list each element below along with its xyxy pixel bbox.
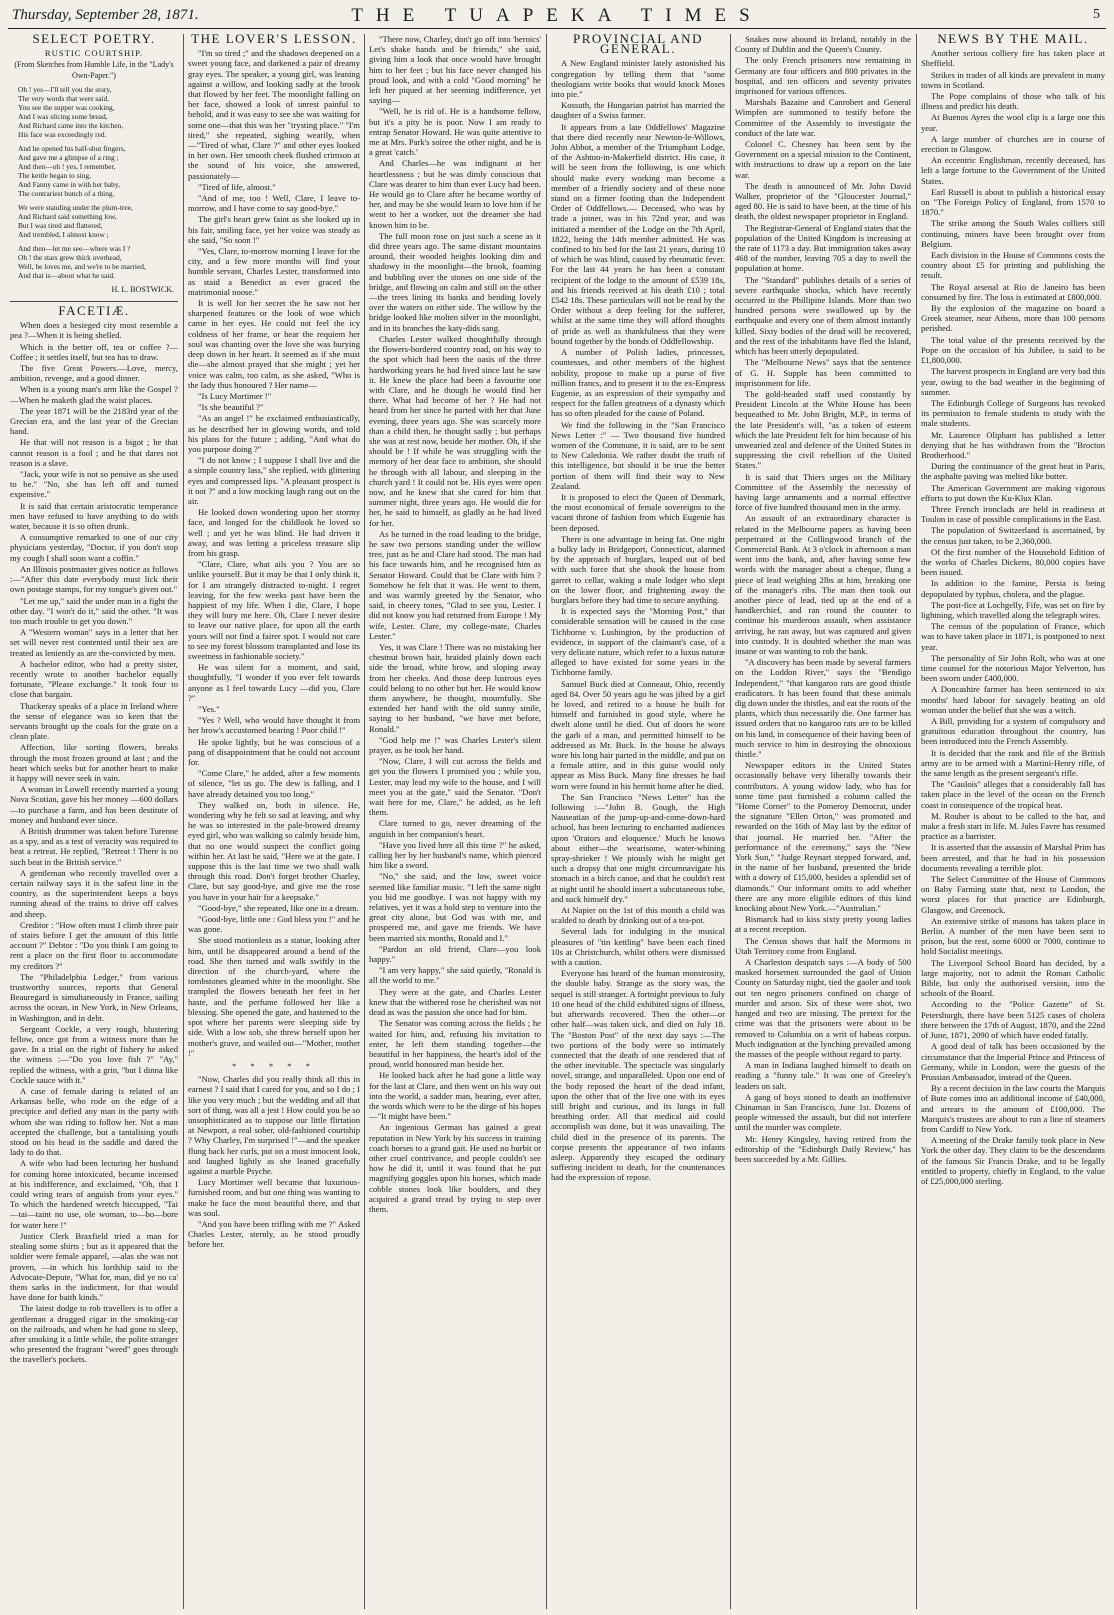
paragraph: It is decided that the rank and file of the British army are to be armed with a Martini-Henry rifle, of the same length as the present sergeant's rifle.: [921, 747, 1105, 779]
paragraph: "Good-bye, little one : God bless you !" and he was gone.: [188, 914, 360, 935]
page-number: 5: [1093, 7, 1100, 22]
paragraph: "Let me up," said the under man in a fight the other day. "I won't do it," said the other. "It was too much trouble to get you down.": [10, 595, 178, 626]
paragraph: It is asserted that the assassin of Marshal Prim has been arrested, and that he had in his possession documents revealing a terrible plot.: [921, 842, 1105, 873]
paragraph: The Senator was coming across the fields ; he waited for him, and, refusing his invitation to enter, he left them standing together—the beautiful in her happiness, the heart's idol of the proud, world honoured man beside her.: [369, 1018, 541, 1070]
paragraph: During the continuance of the great heat in Paris, the asphalte paving was melted like butter.: [921, 461, 1105, 482]
paragraph: Affection, like sorting flowers, breaks through the most frozen ground at last ; and the heart which seeks but for another heart to make it happy will never seek in vain.: [10, 742, 178, 783]
paragraph: The Registrar-General of England states that the population of the United Kingdom is increasing at the rate of 1173 a day. But immigration takes away 468 of the number, leaving 705 a day to swell the population at home.: [735, 222, 911, 274]
paragraph: Yes, it was Clare ! There was no mistaking her chestnut brown hair, braided plainly down each side the broad, white brow, and sloping away from her cheeks. And those deep lustrous eyes could belong to no other but her. He would know them anywhere, he thought, mournfully. She extended her hand with the old sunny smile, saying to her husband, "we have met before, Ronald.": [369, 641, 541, 734]
poem-line: The kettle began to sing,: [18, 170, 91, 180]
paragraph: He looked down wondering upon her stormy face, and longed for the childlook he loved so well ; and yet he was blind. He had driven it away, and was letting a priceless treasure slip from his grasp.: [188, 507, 360, 558]
paragraph: A British drummer was taken before Turenne as a spy, and as a test of veracity was required to beat a retreat. He replied, "Retreat ! There is no such beat in the British service.": [10, 825, 178, 867]
paragraph: "Yes, Clare, to-morrow morning I leave for the city, and a few more months will find your humble servant, Charles Lester, transformed into as staid a Benedict as ever graced the matrimonial noose.": [188, 246, 360, 297]
paragraph: "Now, Clare, I will cut across the fields and get you the flowers I promised you ; while you, Lester, may lead my wife to the house, and I will meet you at the gate," said the Senator. "Don't wait here for me, Clare," he added, as he left them.: [369, 756, 541, 818]
paragraph: He spoke lightly, but he was conscious of a pang of disappointment that he could not account for.: [188, 736, 360, 768]
paragraph: "I'm so tired ;" and the shadows deepened on a sweet young face, and darkened a pair of dreamy gray eyes. The speaker, a young girl, was leaning against a willow, and looking sadly at the brook that flowed by her feet. The moonlight falling on her face, showed a look of unrest painful to behold, and it was easy to see she was waiting for some one—that this was her "trysting place." "I'm tired," she repeated, sighing wearily, when—"Tired of what, Clare ?" and other eyes looked in her own. Her smooth cheek flushed crimson at the sound of his voice, she answered, passionately—: [188, 48, 360, 181]
story-paragraphs: [188, 48, 360, 1058]
paragraph: The Edinburgh College of Surgeons has revoked its permission to female students to study with the male students.: [921, 397, 1105, 429]
paragraph: The death is announced of Mr. John David Walker, proprietor of the "Gloucester Journal," aged 80. He is said to have been, at the time of his death, the oldest newspaper proprietor in England.: [735, 180, 911, 222]
poem-line: And Richard came into the kitchen,: [18, 120, 124, 130]
paragraph: The five Great Powers.—Love, mercy, ambition, revenge, and a good dinner.: [10, 363, 178, 384]
paragraph: The "Gaulois" alleges that a considerably fall has taken place in the level of the ocean on the French coast in consequence of the tropical heat.: [921, 779, 1105, 810]
paragraph: A gang of boys stoned to death an inoffensive Chinaman in San Francisco, June 1st. Dozens of people witnessed the assault, but did not interfere until the murder was complete.: [735, 1091, 911, 1133]
paragraph: By a recent decision in the law courts the Marquis of Bute comes into an additional income of £40,000, and arrears to the amount of £100,000. The Marquis's trustees are about to run a line of steamers from Cardiff to New York.: [921, 1083, 1105, 1134]
paragraph: We find the following in the "San Francisco News Letter :" — Two thousand five hundred women of the Commune, it is said, are to be sent to New Caledonia. We rather doubt the truth of this intelligence, but should it be true the better portion of them will find their way to New Zealand.: [551, 419, 725, 491]
facetiae-items: [10, 320, 178, 1364]
paragraph: The total value of the presents received by the Pope on the occasion of his Jubilee, is said to be £1,800,000.: [921, 334, 1105, 366]
poem-line: Well, he loves me, and we're to be married,: [18, 261, 146, 271]
paragraph: "And you have been trifling with me ?" Asked Charles Lester, sternly, as he stood proudly before her.: [188, 1218, 360, 1250]
paragraph: The girl's heart grew faint as she looked up in his fair, smiling face, yet her voice was steady as she said, "So soon !": [188, 214, 360, 245]
paragraph: Colonel C. Chesney has been sent by the Government on a special mission to the Continent, with instructions to draw up a report on the late war.: [735, 139, 911, 180]
paragraph: At Napier on the 1st of this month a child was scalded to death by drinking out of a tea-pot.: [551, 905, 725, 926]
paragraph: The Select Committee of the House of Commons on Baby Farming state that, next to London, the worst places for that practice are Edinburgh, Glasgow, and Greenock.: [921, 874, 1105, 915]
paragraph: Three French ironclads are held in readiness at Toulon in case of possible complications in the East.: [921, 503, 1105, 525]
paragraph: The year 1871 will be the 2183rd year of the Grecian era, and the last year of the Grecian hand.: [10, 405, 178, 437]
poem-line: And Richard said something low,: [18, 211, 117, 221]
column-rule: [730, 34, 731, 1609]
paragraph: The San Francisco "News Letter" has the following :—"John B. Gough, the High Nauseatian of the jump-up-and-come-down-hard school, has been lecturing to enchanted audiences upon 'Orators and eloquence.' Much he knows about either—the wearisome, water-whining spray-shrieker ! We piously wish he might get such a dropsy that one might circumnavigate his stomach in a birch canoe, and that he couldn't rest at night until he should insert a subcutaneous tube, and suck himself dry.": [551, 791, 725, 904]
poem-line: And Fanny came in with her baby,: [18, 179, 120, 189]
section-heading-news-by-mail: NEWS BY THE MAIL.: [937, 34, 1089, 46]
poem-line: And then—oh ! yes, I remember,: [18, 161, 116, 171]
poem-line: And then—let me see—where was I ?: [18, 243, 131, 253]
paragraph: "And of me, too ! Well, Clare, I leave to-morrow, and I have come to say good-bye.": [188, 193, 360, 214]
paragraph: It is said that certain aristocratic temperance men have refused to have anything to do with water, because it is so often drunk.: [10, 500, 178, 532]
paragraph: "Jack, your wife is not so pensive as she used to be." "No, she has left off and turned expensive.": [10, 469, 178, 500]
paragraph: The harvest prospects in England are very bad this year, owing to the bad weather in the beginning of summer.: [921, 366, 1105, 397]
paragraph: Newspaper editors in the United States occasionally behave very liberally towards their contributors. A young widow lady, who has for some time past furnished a column called the "Home Corner" to the Pomeroy Democrat, under the signature "Ellen Orton," was promoted and rewarded on the 16th of May last by the editor of that journal. He married her. "After the performance of the ceremony," says the "New York Sun," "Judge Reynart stepped forward, and, in the name of her husband, presented the bride with a dowry of £15,000, besides a splendid set of diamonds." Our informant omits to add whether there are any more eligible editors of this kind knocking about New York.—"Australian.": [735, 760, 911, 914]
paragraph: A gentleman who recently travelled over a certain railway says it is the safest line in the country, as the superintendent keeps a boys running ahead of the trains to drive off calves and sheep.: [10, 867, 178, 919]
paragraph: Thackeray speaks of a place in Ireland where the sense of elegance was so keen that the servants brought up the coals for the grate on a clean plate.: [10, 700, 178, 742]
paragraph: The Pope complains of those who talk of his illness and predict his death.: [921, 91, 1105, 112]
paragraph: Lucy Mortimer well became that luxurious-furnished room, and but one thing was wanting to make he face the most beautiful there, and that was soul.: [188, 1177, 360, 1218]
section-heading-facetiae: FACETIÆ.: [58, 303, 130, 319]
column-rule: [364, 34, 365, 1609]
paragraph: They were at the gate, and Charles Lester knew that the withered rose he cherished was not dead as was the passion she once had for him.: [369, 986, 541, 1018]
divider: [10, 301, 178, 302]
newspaper-title: THE TUAPEKA TIMES: [351, 5, 763, 26]
paragraph: An eccentric Englishman, recently deceased, has left a large fortune to the Government of the United States.: [921, 155, 1105, 186]
paragraph: The personality of Sir John Rolt, who was at one time counsel for the notorious Major Yelverton, has been sworn under £400,000.: [921, 652, 1105, 684]
column-news-by-mail: [921, 34, 1105, 1609]
paragraph: She stood motionless as a statue, looking after him, until he disappeared around a bend of the road. She then turned and walk swiftly in the direction of the church-yard, where the tombstones gleamed white in the moonlight. She trampled the flowers beneath her feet in her haste, and the perfume followed her like a blessing. She opened the gate, and hastened to the spot where her parents were sleeping side by side. With a low sob, she threw herself upon her mother's grave, and wailed out—"Mother, mother !": [188, 935, 360, 1058]
poem-line: But I was tired and flattered,: [18, 220, 103, 230]
paragraph: "Yes ? Well, who would have thought it from her brow's accustomed bearing ! Poor child !": [188, 715, 360, 736]
poem-line: And I was slicing some bread,: [18, 111, 108, 121]
paragraph: In addition to the famine, Persia is being depopulated by typhus, cholera, and the plague.: [921, 578, 1105, 599]
paragraph: Strikes in trades of all kinds are prevalent in many towns in Scotland.: [921, 69, 1105, 90]
story-title: THE LOVER'S LESSON.: [191, 34, 357, 46]
paragraph: A man in Indiana laughed himself to death on reading a "funny tale." It was one of Greeley's leaders on salt.: [735, 1060, 911, 1091]
paragraph: "Come Clare," he added, after a few moments of silence, "let us go. The dew is falling, and I have already detained you too long.": [188, 768, 360, 799]
paragraph: Mr. Laurence Oliphant has published a letter denying that he has withdrawn from the "Brocton Brotherhood.": [921, 429, 1105, 460]
paragraph: Charles Lester walked thoughtfully through the flowers-bordered country road, on his way to the spot which had been the oasis of the three hardworking years he had lived since last he saw it. He knew the place had been a favourite one with Clare, and he though he would find her there. What had become of her ? He had not heard from her since he parted with her that June evening, three years ago. She was scarcely more than a child then, he thought sadly ; but perhaps she was at rest now, beside her mother. Oh, if she should be ! If while he was struggling with the memory of her dear face to ambition, she should be through with all labour, and sleeping in the church yard ! It could not be. His eyes were open now, and he knew that she cared for him that summer night, three years ago. He would die for her, he said to himself, as gladly as he had lived for her.: [369, 333, 541, 528]
paragraph: Another serious colliery fire has taken place at Sheffield.: [921, 48, 1105, 69]
paragraph: "Is Lucy Mortimer !": [198, 390, 272, 401]
paragraph: "I am very happy," she said quietly, "Ronald is all the world to me.": [369, 965, 541, 986]
paragraph: "A discovery has been made by several farmers on the Loddon River," says the "Bendigo Independent," "that kangaroo rats are good thistle eradicators. It has been found that these animals dig down under the thistles, and eat the roots of the plants, which thus necessarily die. One farmer has issued orders that no kangaroo rats are to be killed on his land, in consequence of their having been of much service to him in destroying the obnoxious thistle.": [735, 657, 911, 760]
poem-source: (From Sketches from Humble Life, in the "Lady's Own-Paper."): [14, 60, 174, 80]
paragraph: The only French prisoners now remaining in Germany are four officers and 800 privates in the hospital, and ten officers and seventy privates imprisoned for various offences.: [735, 55, 911, 97]
paragraph: A good deal of talk has been occasioned by the circumstance that the Imperial Prince and Princess of Germany, while in London, were the guests of the Prussian Ambassador, instead of the Queen.: [921, 1041, 1105, 1082]
paragraph: It is expected says the "Morning Post," that considerable sensation will be caused in the case Tichborne v. Lushington, by the production of evidence, in support of the claimant's case, of a very delicate nature, which refer to a luxus naturæ alleged to have existed for some years in the Tichborne family.: [551, 606, 725, 678]
paragraph: Bismarck had to kiss sixty pretty young ladies at a recent reception.: [735, 914, 911, 935]
provincial-items: [551, 58, 725, 1182]
paragraph: An assault of an extraordinary character is related in the Melbourne papers as having been perpetrated at the Collingwood branch of the Commercial Bank. At 3 o'clock in afternoon a man went into the bank, and, after having some few words with the manager about a cheque, flung a piece of lead weighing 2lbs at him, breaking one of the manager's ribs. The man then took out another piece of lead, tied up at the end of a handkerchief, and ran round the counter to continue his murderous assault, when assistance arriving, he ran away, but was captured and given into custody. It is doubted whether the man was insane or was wanting to rob the bank.: [735, 513, 911, 656]
paragraph: "Clare, Clare, what ails you ? You are so unlike yourself. But it may be that I only think it, for I am strangely distracted to-night. I regret leaving, for the few weeks past have been the happiest of my life. When I die, Clare, I hope they will bury me here. Oh, Clare I never desire to leave our native place, for upon all the earth yours will not find a fairer spot. I would not care to see my forest blossom transplanted and lose its sweetness in fashionable society.": [188, 559, 360, 661]
paragraph: "No," she said, and the low, sweet voice seemed like familiar music. "I left the same night you bid me goodbye. I was not happy with my relatives, yet it was a bold step to venture into the great city alone, but God was with me, and prospered me, and gave me friends. We have been married six months, Ronald and I.": [369, 871, 541, 943]
paragraph: The population of Switzerland is ascertained, by the census just taken, to be 2,360,000.: [921, 525, 1105, 546]
paragraph: "Yes.": [198, 704, 220, 714]
news-items: [735, 34, 911, 1164]
paragraph: A bachelor editor, who had a pretty sister, recently wrote to another bachelor equally fortunate, "Please exchange." It took four to close that bargain.: [10, 658, 178, 700]
paragraph: The census of the population of France, which was to have taken place in 1871, is postponed to next year.: [921, 621, 1105, 652]
paragraph: "Have you lived here all this time ?" he asked, calling her by her husband's name, which pierced him like a sword.: [369, 839, 541, 871]
paragraph: They walked on, both in silence. He, wondering why he felt so sad at leaving, and why he was so interested in the pale-browed dreamy eyed girl, who was walking so calmly beside him, that no one would suspect the conflict going within her. At last he said, "Here we at the gate. I suppose this is the last time we two shall walk through this road. Don't forget brother Charley, Clare, but say good-bye, and give me the rose you have in your hair for a keepsake.": [188, 799, 360, 902]
paragraph: An ingenious German has gained a great reputation in New York by his success in training coach horses to a grand gait. He used no burbit or other cruel contrivance, and people couldn't see how he did it, until it was found that he put magnifying goggles upon his horses, which made cobble stones look like boulders, and they acquired a grand tread by trying to step over them.: [369, 1122, 541, 1214]
paragraph: Marshals Bazaine and Canrobert and General Wimpfen are summoned to testify before the Committee of the Assembly to investigate the conduct of the late war.: [735, 97, 911, 138]
column-story-continued: [369, 34, 541, 1609]
column-poetry-facetiae: [10, 34, 178, 1609]
column-rule: [916, 34, 917, 1609]
poem-line: We were standing under the plum-tree,: [18, 202, 133, 212]
paragraph: The "Philadelphia Ledger," from various trustworthy sources, reports that General Beauregard is simultaneously in France, sailing across the ocean, in New York, in New Orleans, in Washington, and in debt.: [10, 971, 178, 1023]
paragraph: Snakes now abound in Ireland, notably in the County of Dublin and the Queen's County.: [735, 34, 911, 55]
poem-line: The contrariest bunch of a thing.: [18, 188, 115, 198]
story-continued-paragraphs: [369, 34, 541, 1214]
paragraph: Everyone has heard of the human monstrosity, the double baby. Strange as the story was, the sequel is still stranger. A fortnight previous to July 10 one head of the child exhibited signs of illness, but afterwards recovered. Then the other—or other half—was taken sick, and died on July 18. The "Boston Post" of the next day says :—The two portions of the body were so intimately connected that the death of one rendered that of the other inevitable. The spectacle was singularly novel, strange, and unparalleled. Upon one end of the body reposed the heart of the dead infant, upon the other that of the live one with its eyes still bright and curious, and its lungs in full breathing order. All that medical aid could accomplish was done, but it was unavailing. The child died in the presence of its parents. The corpse presents the appearance of two infants asleep. Apparently they escaped the ordinary suffering incident to death, for the countenances had the expression of repose.: [551, 968, 725, 1183]
paragraph: He looked back after he had gone a little way for the last at Clare, and then went on his way out into the world, a sadder man, bearing, ever after, the words which were to be the dirge of his hopes—"It might have been.": [369, 1070, 541, 1122]
paragraph: When is a young man's arm like the Gospel ?—When he maketh glad the waist places.: [10, 384, 178, 405]
paragraph: Earl Russell is about to publish a historical essay on "The Foreign Policy of England, from 1570 to 1870.": [921, 186, 1105, 218]
paragraph: A large number of churches are in course of erection in Glasgow.: [921, 133, 1105, 155]
poem-line: His face was exceedingly red.: [18, 129, 107, 139]
paragraph: As he turned in the road leading to the bridge, he saw two persons standing under the willow tree, just as he and Clare had stood. The man had his face towards him, and he recognised him as Senator Howard. Could that be Clare with him ? Somehow he felt that it was. He went to them, and was warmly greeted by the Senator, who said, in cheery tones, "Glad to see you, Lester. I did not know you had returned from Europe ! My wife, Lester. Clare, my college-mate, Charles Lester.": [369, 528, 541, 641]
column-news-items: [735, 34, 911, 1609]
paragraph: Sergeant Cockle, a very rough, blustering fellow, once got from a witness more than he gave. In a trial on the right of fishery he asked the witness :—"Do you love fish ?" "Ay," replied the witness, with a grin, "but I dinna like Cockle sauce with it.": [10, 1023, 178, 1085]
paragraph: Creditor : "How often must I climb three pair of stairs before I get the amount of this little account ?" Debtor : "Do you think I am going to rent a place on the first floor to accommodate my creditors ?": [10, 919, 178, 971]
paragraph: It is well for her secret the he saw not her sharpened features or the look of woe which came in her eyes. He could not feel the icy coldness of her frame, or hear the requiem her soul was chanting over the love she was burying deep down in her heart. It seemed as if she must die—she almost prayed that she might ; yet her voice was calm, too calm, as she asked, "Who is the lady thus honoured ? Her name—: [188, 298, 360, 390]
column-provincial-general: [551, 34, 725, 1609]
paragraph: The "Melbourne News" says that the sentence of G. H. Supple has been committed to imprisonment for life.: [735, 357, 911, 388]
section-stars: * * * * *: [231, 1060, 317, 1071]
paragraph: And Charles—he was indignant at her heartlessness ; but he was dimly conscious that Clare was dearer to him than ever Lucy had been. He would go to Clare after he became worthy of her, and may be she would learn to love him if he went to her a worker, not the dreamer she had known him to be.: [369, 158, 541, 230]
poem-line: You see the supper was cooking,: [18, 102, 115, 112]
paragraph: An Illinois postmaster gives notice as follows :—"After this date everybody must lick their own postage stamps, for my tongue's given out.": [10, 563, 178, 595]
paragraph: An extensive strike of masons has taken place in Berlin. A number of the men have been sent to prison, but the rest, some 6000 or 7000, continue to hold Socialist meetings.: [921, 915, 1105, 957]
paragraph: Clare turned to go, never dreaming of the anguish in her companion's heart.: [369, 818, 541, 839]
paragraph: It is proposed to elect the Queen of Denmark, the most economical of female sovereigns to the vacant throne of fashion from which Eugenie has been deposed.: [551, 491, 725, 533]
paragraph: It is said that Thiers urges on the Military Committee of the Assembly the necessity of having large armaments and a normal effective force of five hundred thousand men in the army.: [735, 471, 911, 513]
poem-line: And gave me a glimpse of a ring ;: [18, 152, 119, 162]
paragraph: The Liverpool School Board has decided, by a large majority, not to admit the Roman Catholic Bible, but only the authorised version, into the schools of the Board.: [921, 957, 1105, 999]
masthead: [8, 2, 1106, 29]
section-heading-select-poetry: SELECT POETRY.: [32, 34, 156, 46]
paragraph: "Tired of life, almost.": [198, 181, 276, 192]
paragraph: "As an angel !" he exclaimed enthusiastically, as he described her in glowing words, and told his plans for the future ; adding, "And what do you purpose doing ?": [188, 413, 360, 454]
paragraph: By the explosion of the magazine on board a Greek steamer, near Athens, more than 100 persons perished.: [921, 303, 1105, 334]
paragraph: The "Standard" publishes details of a series of severe earthquake shocks, which have recently occurred in the Phillipine Islands. More than two hundred persons were swallowed up by the earthquake and every one of them almost instantly killed. Sixty bodies of the dead will be recovered, and the rest of the inhabitants have fled the Island, which has been utterly depopulated.: [735, 274, 911, 357]
paragraph: The strike among the South Wales colliers still continuing, miners have been brought over from Belgium.: [921, 218, 1105, 249]
paragraph: Of the first number of the Household Edition of the works of Charles Dickens, 80,000 copies have been issued.: [921, 546, 1105, 578]
paragraph: A "Western woman" says in a letter that her set will never rest contented until their sex are treated as leniently as are the-convicted by men.: [10, 627, 178, 658]
poem-line: Oh ! the stars grew thick overhead,: [18, 252, 122, 262]
paragraph: A New England minister lately astonished his congregation by telling them that "some theologians write books that would knock Moses into pie.": [551, 58, 725, 100]
poem-line: Oh ! yes—I'll tell you the story,: [18, 84, 112, 94]
poem-body: [18, 85, 178, 280]
paragraph: Which is the better off, tea or coffee ?—Coffee ; it settles itself, but tea has to draw.: [10, 341, 178, 362]
paragraph: The Census shows that half the Mormons in Utah Territory come from England.: [735, 935, 911, 956]
paragraph: The post-fice at Lochgelly, Fife, was set on fire by lightning, which travelled along the telegraph wires.: [921, 599, 1105, 620]
paragraph: According to the "Police Gazette" of St. Petersburgh, there have been 5125 cases of cholera there between the 17th of August, 1870, and the 22nd of June, 1871, 2090 of which have ended fatally.: [921, 999, 1105, 1041]
poem-line: And trembled, I almost know ;: [18, 229, 109, 239]
column-rule: [183, 34, 184, 1609]
poem-author: H. L. BOSTWICK.: [111, 284, 174, 294]
paragraph: The latest dodge to rob travellers is to offer a gentleman a drugged cigar in the smoking-car on the railroads, and when he had gone to sleep, after smoking it a little while, the polite stranger who presented the fragrant "weed" goes through the traveller's pockets.: [10, 1303, 178, 1365]
paragraph: A case of female daring is related of an Arkansas belle, who rode on the edge of a precipice and defied any man in the party with whom she was riding to follow her. Not a man accepted the challenge, but a tantalising youth stood on his head in the saddle and dared the lady to do that.: [10, 1086, 178, 1158]
paragraph: "There now, Charley, don't go off into 'heroics' Let's shake hands and be friends," she said, giving him a look that once would have brought him to her feet ; but his face never changed his proud look, and with a cold "Good morning" he left her piqued at her seeming indifference, yet saying—: [369, 34, 541, 106]
paragraph: When does a besieged city most resemble a pea ?—When it is being shelled.: [10, 320, 178, 341]
paragraph: There is one advantage in being fat. One night a bulky lady in Bridgeport, Connecticut, alarmed by the approach of burglars, leaped out of bed with such force that she shook the house from garret to cellar, waking a male lodger who slept on the lower floor, and frightening away the burglars before they had time to secure anything.: [551, 533, 725, 605]
paragraph: A Charleston despatch says :—A body of 500 masked horsemen surrounded the gaol of Union County on Saturday night, tied the gaoler and took out ten negro prisoners confined on charge of murder and arson. Six of these were shot, two hanged and two are missing. The pretext for the crime was that the prisoners were about to be removed to Columbia on a writ of habeas corpus. Much indignation at the lynching prevailed among the masses of the people without regard to party.: [735, 957, 911, 1059]
paragraph: "Now, Charles did you really think all this in earnest ? I said that I cared for you, and so I do ; I like you very much ; but the wedding and all that sort of thing, was all a jest ! How could you be so unsophisticated as to suppose our little flirtation at Newport, a real sober, old-fashioned courtship ? Why Charley, I'm surprised !"—and the speaker flung back her curls, put on a most innocent look, and laughed lightly as she leaned gracefully against a marble Psyche.: [188, 1074, 360, 1176]
paragraph: Mr. Henry Kingsley, having retired from the editorship of the "Edinburgh Daily Review," has been succeeded by a Mr. Gillies.: [735, 1133, 911, 1164]
column-lovers-lesson: [188, 34, 360, 1609]
paragraph: "Good-bye," she repeated, like one in a dream.: [198, 902, 359, 913]
poem-line: And he opened his half-shut fingers,: [18, 143, 126, 153]
paragraph: The Royal arsenal at Rio de Janeiro has been consumed by fire. The loss is estimated at £800,000.: [921, 281, 1105, 302]
paragraph: A wife who had been lecturing her husband for coming home intoxicated, became incensed at his indifference, and exclaimed, "Oh, that I could wring tears of anguish from your eyes." To which the hardened wretch hiccupped, "Tai—tai—taint no use, ole woman, to—bo—bore for water here !": [10, 1158, 178, 1230]
paragraph: He was silent for a moment, and said, thoughtfully, "I wonder if you ever felt towards anyone as I feel towards Lucy —did you, Clare ?": [188, 662, 360, 703]
poem-line: The very words that were said.: [18, 93, 110, 103]
mail-news-items: [921, 48, 1105, 1186]
column-rule: [546, 34, 547, 1609]
paragraph: A Doncashire farmer has been sentenced to six months' hard labour for savagely beating an old woman under the belief that she was a witch.: [921, 684, 1105, 715]
paragraph: M. Rouher is about to be called to the bar, and make a fresh start in life. M. Jules Favre has resumed practice as a barrister.: [921, 810, 1105, 842]
issue-date: Thursday, September 28, 1871.: [12, 7, 199, 23]
paragraph: Each division in the House of Commons costs the country about £5 for printing and publishing the result.: [921, 250, 1105, 281]
paragraph: "God help me !" was Charles Lester's silent prayer, as he took her hand.: [369, 734, 541, 756]
poem-line: And that is—about what he said.: [18, 270, 115, 280]
paragraph: "I do not know ; I suppose I shall live and die a simple country lass," she replied, with glittering eyes and compressed lips. "A pleasant prospect is it not ?" and a low mocking laugh rang out on the air.: [188, 455, 360, 506]
paragraph: At Buenos Ayres the wool clip is a large one this year.: [921, 112, 1105, 133]
paragraph: Kossuth, the Hungarian patriot has married the daughter of a Swiss farmer.: [551, 100, 725, 121]
paragraph: Justice Clerk Braxfield tried a man for stealing some shirts ; but as it appeared that the soldier were female apparel, —alas she was not proven, —in which his lordship said to the Advocate-Depute, "What for, man, did ye no ca' them sarks in the indictment, for that would have done for baith kinds.": [10, 1230, 178, 1303]
story-paragraphs-continued: [188, 1074, 360, 1249]
paragraph: It appears from a late Oddfellows' Magazine that there died recently near Newton-le-Willows, John Abbot, a member of the Triumphant Lodge, of the Ashton-in-Makerfield district. His case, it will be seen from the following, is one which should make every working man become a member of a friendly society and of these none stand on a firmer footing than the Independent Order of Oddfellows.— Deceased, who was by trade a joiner, was in his 72nd year, and was initiated a member of the Lodge on the 7th April, 1822, being the 14th member admitted. He was confined to his bed for the last 21 years, during 10 of which he was blind, caused by rheumatic fever. For the last 44 years he has been a constant recipient of the lodge to the amount of £539 18s, and his friends received at his death £10 ; total £542 18s. These particulars will not be read by the Order without a deep feeling for the sufferer, whilst at the same time they will afford thoughts of pride as well as thankfulness that they were bound together by the bonds of Oddfellowship.: [551, 121, 725, 346]
paragraph: A Bill, providing for a system of compulsory and gratuitous education throughout the country, has been introduced into the French Assembly.: [921, 716, 1105, 747]
paragraph: A number of Polish ladies, princesses, countesses, and other members of the highest nobility, propose to make up a purse of five million francs, and to present it to the ex-Empress Eugenie, as an expression of their sympathy and respect for the fallen greatness of a dynasty which has so often pleaded for the cause of Poland.: [551, 347, 725, 419]
paragraph: A meeting of the Drake family took place in New York the other day. They claim to be the descendants of the famous Sir Francis Drake, and to be legally entitled to property, chiefly in England, to the value of £25,000,000 sterling.: [921, 1135, 1105, 1186]
paragraph: The full moon rose on just such a scene as it did three years ago. The same distant mountains around, their wooded heights looking dim and shadowy in the moonlight—the brook, foaming and bubbling over the stones on one side of the bridge, and flowing on calm and still on the other—the trees lining its banks and bending lovely over the waters on either side. The willow by the bridge looked like molten silver in the moonlight, and in its branches the katy-dids sang.: [369, 230, 541, 333]
paragraph: "Well, he is rid of. He is a handsome fellow, but it's a pity he is poor. Now I am ready to entrap Senator Howard. He was quite attentive to me at Mrs. Park's soiree the other night, and he is a great 'catch.': [369, 106, 541, 158]
paragraph: The gold-headed staff used constantly by President Lincoln at the White House has been bequeathed to Mr. John Bright, M.P., in terms of the late President's will, "as a token of esteem which the late President felt for him because of his unwearied zeal and defence of the United States in suppressing the civil rebellion of the United States.": [735, 388, 911, 471]
poem-title: RUSTIC COURTSHIP.: [44, 48, 144, 59]
paragraph: Samuel Buck died at Conneaut, Ohio, recently aged 84. Over 50 years ago he was jilted by a girl he loved, and retired to a house he built for himself and furnished in good style, where he dwelt alone until he died. Out of doors he wore the garb of a man, and permitted himself to be addressed as Mr. Buck. In the house he always wore his long hair parted in the middle, and put on a female attire, and in this guise would only appear as Miss Buck. Many fine dresses he had worn were found in his hermit home after he died.: [551, 678, 725, 791]
paragraph: A woman in Lowell recently married a young Nova Scotian, gave his her money —600 dollars—to purchase a farm, and has been destitute of money and husband ever since.: [10, 784, 178, 825]
paragraph: Several lads for indulging in the musical pleasures of "tin kettling" have been each fined 10s at Christchurch, whilst others were dismissed with a caution.: [551, 926, 725, 968]
paragraph: A consumptive remarked to one of our city physicians yesterday, "Doctor, if you don't stop my cough I shall soon want a coffin.": [10, 532, 178, 563]
section-heading-provincial: PROVINCIAL AND GENERAL.: [573, 34, 703, 57]
paragraph: "Is she beautiful ?": [198, 402, 264, 413]
paragraph: "Pardon an old friend, Clare—you look happy.": [369, 943, 541, 965]
paragraph: He that will not reason is a bigot ; he that cannot reason is a fool ; and he that dares not reason is a slave.: [10, 437, 178, 468]
paragraph: The American Government are making vigorous efforts to put down the Ku-Klux Klan.: [921, 482, 1105, 503]
